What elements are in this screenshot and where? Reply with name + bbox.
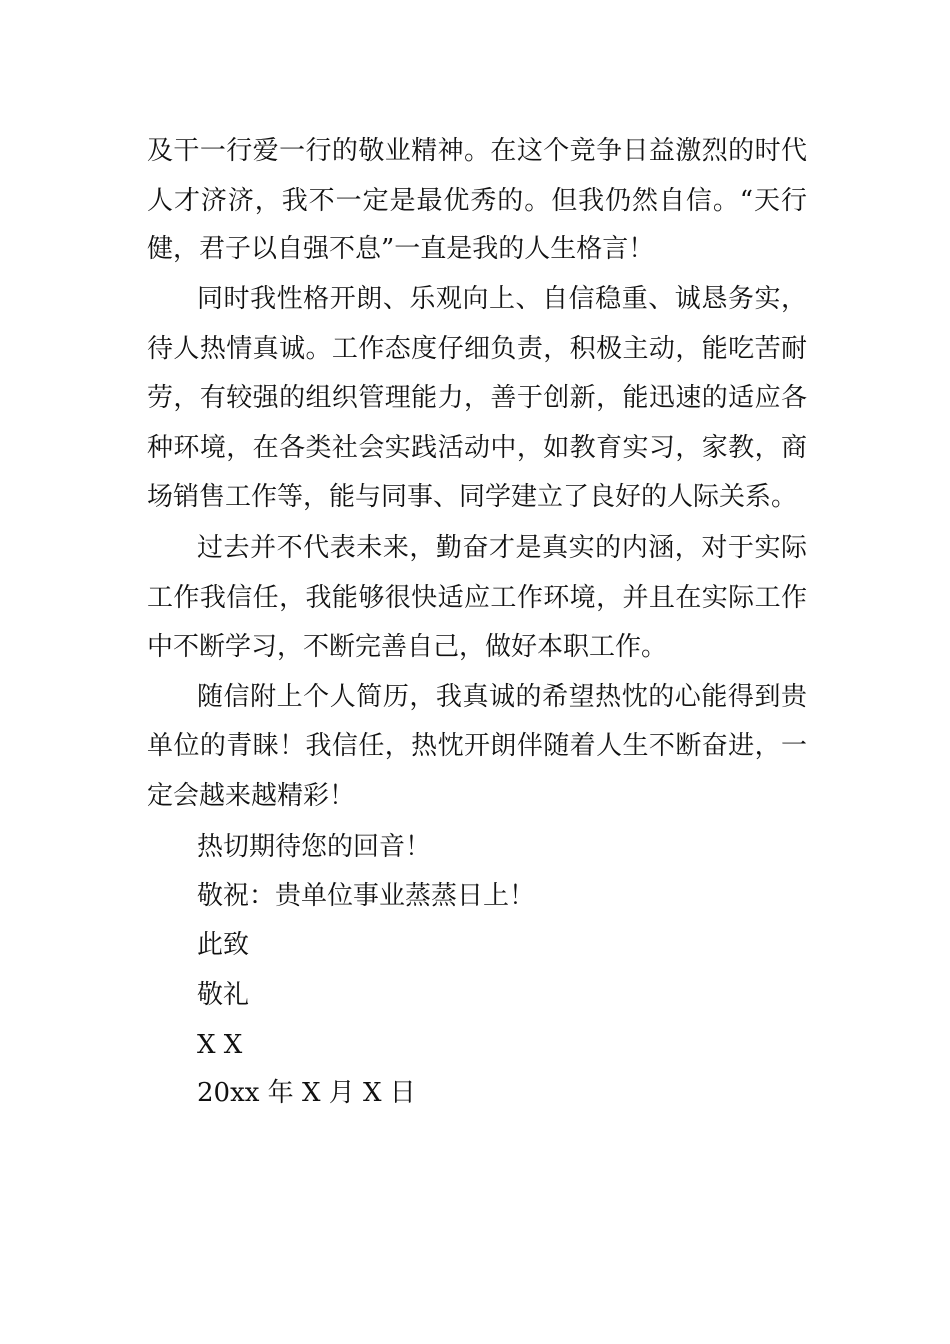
paragraph-3-line-2: 工作我信任，我能够很快适应工作环境，并且在实际工作 (147, 583, 807, 613)
paragraph-4-line-3: 定会越来越精彩！ (147, 781, 356, 811)
paragraph-1-line-2: 人才济济，我不一定是最优秀的。但我仍然自信。“天行 (147, 186, 807, 216)
paragraph-1-line-1: 及干一行爱一行的敬业精神。在这个竞争日益激烈的时代 (147, 136, 807, 166)
closing-salutation-jingli: 敬礼 (197, 980, 250, 1010)
closing-salutation-cizhi: 此致 (197, 930, 250, 960)
paragraph-3-line-3: 中不断学习，不断完善自己，做好本职工作。 (147, 632, 668, 662)
signature: X X (197, 1030, 243, 1060)
paragraph-2-line-4: 种环境，在各类社会实践活动中，如教育实习，家教，商 (147, 433, 807, 463)
paragraph-2-line-2: 待人热情真诚。工作态度仔细负责，积极主动，能吃苦耐 (147, 334, 807, 364)
paragraph-2-line-3: 劳，有较强的组织管理能力，善于创新，能迅速的适应各 (147, 383, 807, 413)
paragraph-3-line-1: 过去并不代表未来，勤奋才是真实的内涵，对于实际 (197, 533, 807, 563)
closing-looking-forward: 热切期待您的回音！ (197, 832, 432, 862)
paragraph-4-line-1: 随信附上个人简历，我真诚的希望热忱的心能得到贵 (197, 682, 807, 712)
paragraph-1-line-3: 健，君子以自强不息”一直是我的人生格言！ (147, 234, 655, 264)
letter-date: 20xx 年 X 月 X 日 (197, 1078, 416, 1108)
paragraph-2-line-1: 同时我性格开朗、乐观向上、自信稳重、诚恳务实， (197, 284, 807, 314)
paragraph-4-line-2: 单位的青睐！我信任，热忱开朗伴随着人生不断奋进，一 (147, 731, 807, 761)
paragraph-2-line-5: 场销售工作等，能与同事、同学建立了良好的人际关系。 (147, 482, 798, 512)
closing-wish: 敬祝：贵单位事业蒸蒸日上！ (197, 881, 536, 911)
